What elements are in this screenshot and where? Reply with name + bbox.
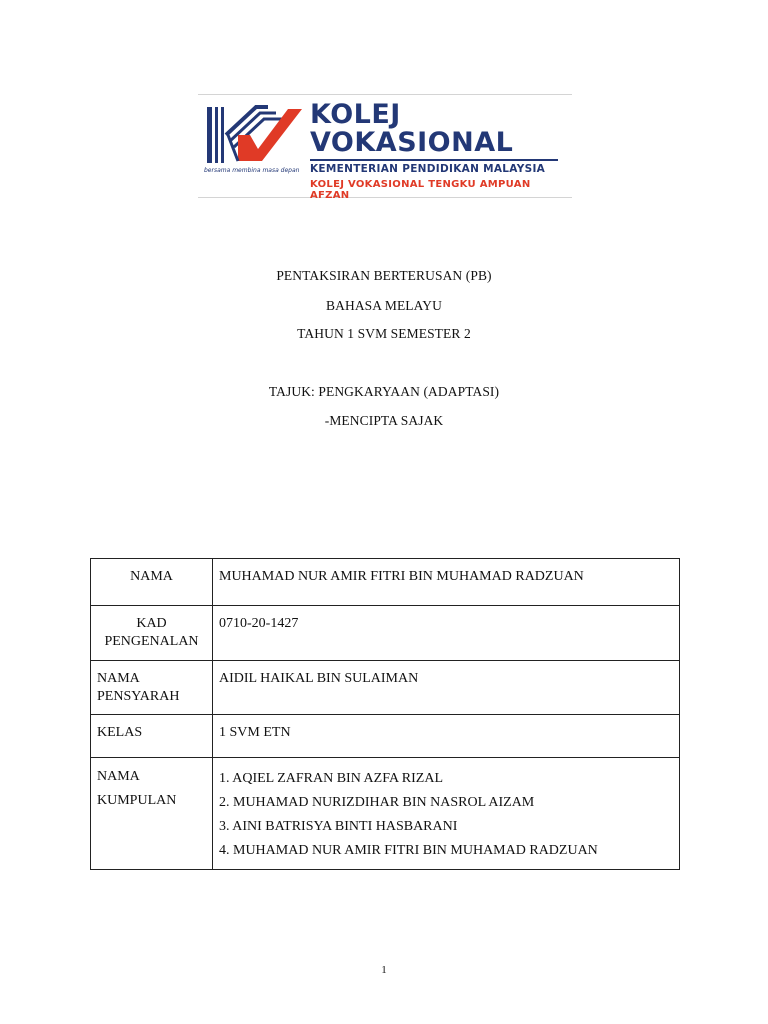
id-label-line2: PENGENALAN: [104, 634, 199, 649]
logo-tagline: bersama membina masa depan: [204, 167, 300, 174]
logo-college-name: KOLEJ VOKASIONAL TENGKU AMPUAN AFZAN: [310, 179, 531, 201]
lecturer-value: AIDIL HAIKAL BIN SULAIMAN: [213, 661, 680, 715]
lecturer-label-line1: NAMA: [97, 671, 140, 686]
assessment-title: PENTAKSIRAN BERTERUSAN (PB): [276, 268, 492, 283]
subject-title: BAHASA MELAYU: [326, 298, 442, 313]
group-label: [91, 758, 213, 870]
id-value: 0710-20-1427: [213, 606, 680, 661]
topic-title: TAJUK: PENGKARYAAN (ADAPTASI): [268, 384, 500, 399]
year-semester: TAHUN 1 SVM SEMESTER 2: [297, 326, 471, 341]
table-row: [91, 606, 680, 661]
list-item: 3. AINI BATRISYA BINTI HASBARANI: [219, 819, 458, 834]
college-logo: [198, 94, 572, 201]
id-label-line1: KAD: [136, 616, 167, 631]
table-row: [91, 559, 680, 606]
table-row: [91, 758, 680, 870]
list-item: 4. MUHAMAD NUR AMIR FITRI BIN MUHAMAD RADZUAN: [219, 843, 598, 858]
logo-ministry: KEMENTERIAN PENDIDIKAN MALAYSIA: [310, 163, 546, 175]
group-label-line2: KUMPULAN: [97, 793, 177, 808]
kv-emblem-icon: [198, 95, 308, 175]
student-info-table: [90, 558, 680, 870]
list-item: 2. MUHAMAD NURIZDIHAR BIN NASROL AIZAM: [219, 795, 535, 810]
name-label: NAMA: [91, 559, 213, 606]
logo-kolej: KOLEJ: [310, 99, 401, 130]
table-row: [91, 715, 680, 758]
group-label-line1: NAMA: [97, 769, 140, 784]
id-label: [91, 606, 213, 661]
logo-wordmark: [310, 101, 572, 201]
list-item: 1. AQIEL ZAFRAN BIN AZFA RIZAL: [219, 771, 443, 786]
subtopic-title: -MENCIPTA SAJAK: [324, 413, 444, 428]
group-members: [213, 758, 680, 870]
lecturer-label: [91, 661, 213, 715]
logo-divider: [310, 159, 558, 161]
name-value: MUHAMAD NUR AMIR FITRI BIN MUHAMAD RADZUAN: [213, 559, 680, 606]
class-label: KELAS: [91, 715, 213, 758]
logo-vokasional: VOKASIONAL: [310, 127, 514, 158]
page-number: 1: [381, 964, 387, 976]
table-row: [91, 661, 680, 715]
class-value: 1 SVM ETN: [213, 715, 680, 758]
lecturer-label-line2: PENSYARAH: [97, 689, 180, 704]
